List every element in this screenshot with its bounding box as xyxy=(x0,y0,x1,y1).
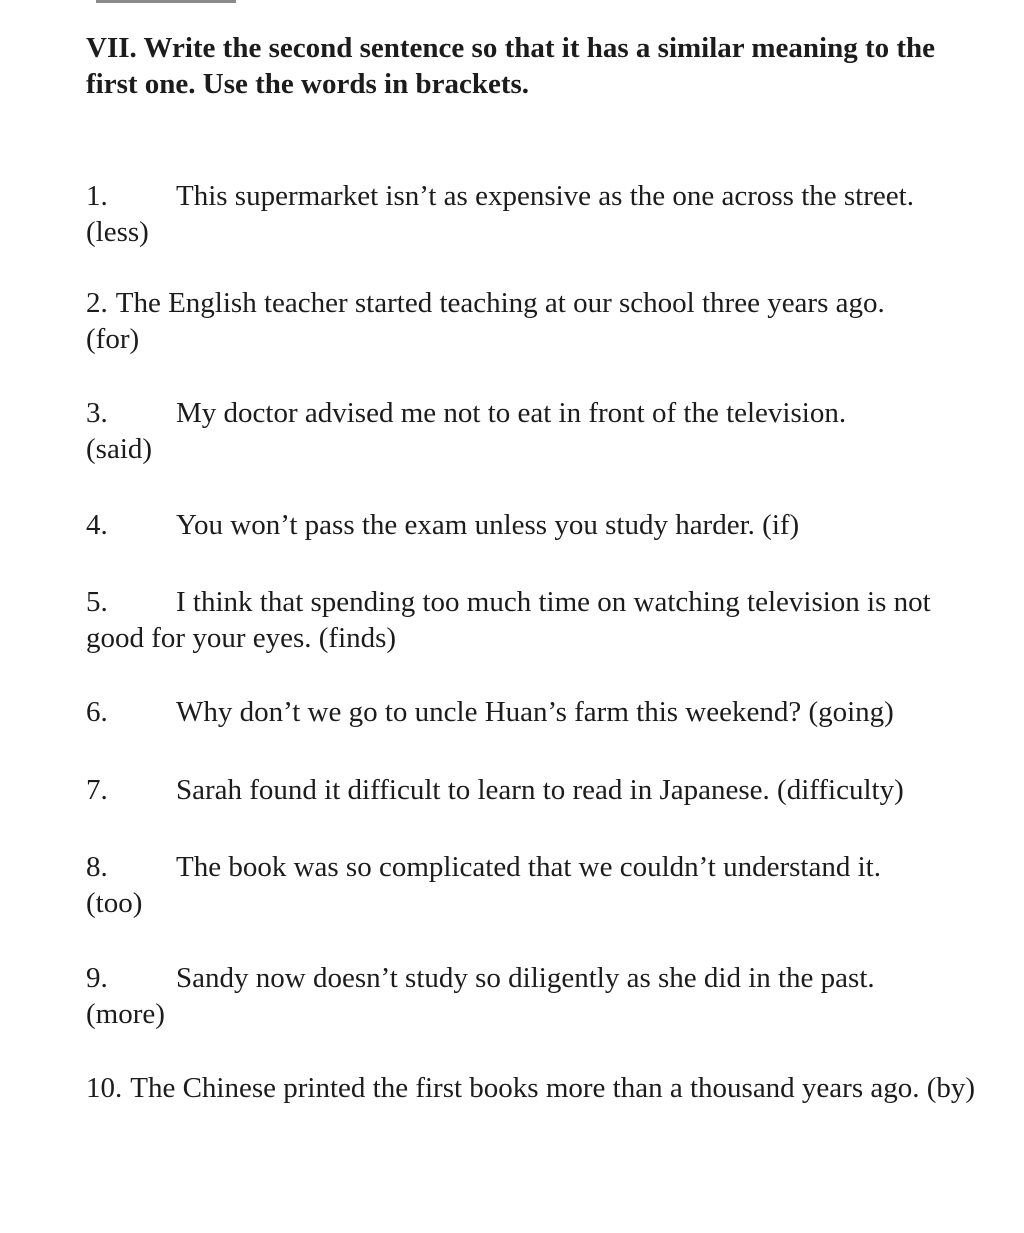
item-cue: (difficulty) xyxy=(777,774,904,806)
item-sentence: I think that spending too much time on watching television is not good for your eyes. xyxy=(86,586,931,654)
item-cue: (too) xyxy=(86,887,143,919)
item-number: 5. xyxy=(86,586,108,618)
item-number: 7. xyxy=(86,774,108,806)
item-cue: (going) xyxy=(808,696,894,728)
exercise-item-8 xyxy=(86,849,976,921)
item-sentence: This supermarket isn’t as expensive as the one across the street. xyxy=(176,180,914,212)
item-number: 10. xyxy=(86,1072,123,1104)
item-sentence: The English teacher started teaching at our school three years ago. xyxy=(115,287,885,319)
exercise-item-3 xyxy=(86,395,976,467)
item-cue: (said) xyxy=(86,433,153,465)
item-cue: (for) xyxy=(86,323,140,355)
item-number: 3. xyxy=(86,397,108,429)
item-number: 6. xyxy=(86,696,108,728)
worksheet xyxy=(86,30,976,1104)
exercise-item-7 xyxy=(86,772,976,808)
item-number: 4. xyxy=(86,509,108,541)
item-sentence: My doctor advised me not to eat in front of the television. xyxy=(176,397,847,429)
item-sentence: You won’t pass the exam unless you study harder. xyxy=(176,509,755,541)
item-sentence: Why don’t we go to uncle Huan’s farm this weekend? xyxy=(176,696,802,728)
item-sentence: The Chinese printed the first books more than a thousand years ago. xyxy=(130,1072,920,1104)
exercise-heading: VII. Write the second sentence so that it has a similar meaning to the first one. Use the words in brackets. xyxy=(86,32,936,100)
exercise-item-4 xyxy=(86,507,976,543)
exercise-item-10 xyxy=(86,1070,976,1106)
item-sentence: The book was so complicated that we couldn’t understand it. xyxy=(176,851,881,883)
exercise-item-1 xyxy=(86,178,976,250)
item-number: 9. xyxy=(86,962,108,994)
item-sentence: Sandy now doesn’t study so diligently as she did in the past. xyxy=(176,962,875,994)
item-cue: (more) xyxy=(86,998,165,1030)
item-number: 1. xyxy=(86,180,108,212)
item-number: 2. xyxy=(86,287,108,319)
exercise-item-5 xyxy=(86,584,976,656)
exercise-item-9 xyxy=(86,960,976,1032)
item-sentence: Sarah found it difficult to learn to read in Japanese. xyxy=(176,774,770,806)
exercise-item-2 xyxy=(86,285,976,357)
item-cue: (if) xyxy=(762,509,800,541)
item-cue: (by) xyxy=(926,1072,976,1104)
cropped-top-rule xyxy=(96,0,236,3)
item-cue: (finds) xyxy=(318,622,397,654)
item-cue: (less) xyxy=(86,216,149,248)
item-number: 8. xyxy=(86,851,108,883)
exercise-item-6 xyxy=(86,694,976,730)
